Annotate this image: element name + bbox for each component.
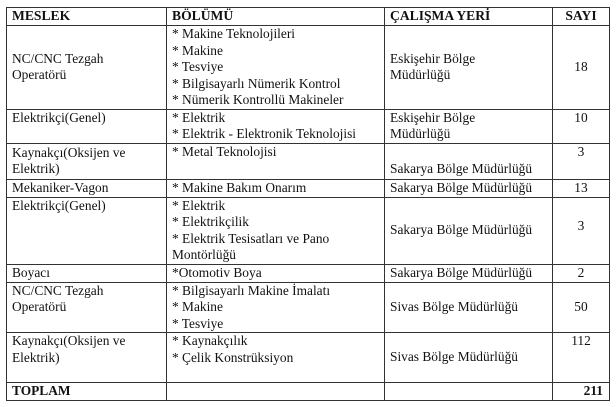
bolum-line: *Otomotiv Boya (172, 264, 262, 280)
table-row (7, 143, 610, 179)
cell-bolumu (167, 143, 385, 179)
cell-meslek (7, 143, 167, 179)
yer-line: Sakarya Bölge Müdürlüğü (390, 264, 533, 280)
meslek-line: Elektrikçi(Genel) (12, 109, 106, 125)
header-calisma-yeri: ÇALIŞMA YERİ (385, 8, 553, 26)
yer-line: Sivas Bölge Müdürlüğü (390, 349, 518, 365)
cell-meslek (7, 109, 167, 143)
bolum-line: * Makine (172, 299, 223, 314)
bolum-line: * Nümerik Kontrollü Makineler (172, 92, 344, 107)
meslek-line: NC/CNC Tezgah (12, 282, 104, 298)
meslek-line: Elektrikçi(Genel) (12, 197, 106, 213)
yer-line: Müdürlüğü (390, 67, 451, 83)
cell-sayi: 3 (553, 143, 610, 179)
bolum-line: * Kaynakçılık (172, 333, 248, 348)
cell-calisma-yeri (385, 333, 553, 383)
cell-calisma-yeri (385, 109, 553, 143)
bolum-line: * Elektrik (172, 109, 226, 125)
cell-calisma-yeri (385, 179, 553, 197)
cell-bolumu (167, 333, 385, 383)
cell-sayi: 3 (553, 197, 610, 264)
yer-line: Eskişehir Bölge (390, 50, 476, 66)
total-label: TOPLAM (7, 383, 167, 401)
cell-meslek (7, 264, 167, 282)
bolum-line: * Elektrik (172, 197, 226, 213)
table-row (7, 179, 610, 197)
bolum-line: * Metal Teknolojisi (172, 143, 277, 159)
total-empty (385, 383, 553, 401)
meslek-line: Elektrik) (12, 161, 60, 176)
bolum-line: Montörlüğü (172, 247, 236, 262)
header-sayi: SAYI (553, 8, 610, 26)
job-openings-table (6, 7, 610, 401)
total-value: 211 (553, 383, 610, 401)
cell-bolumu (167, 264, 385, 282)
header-row (7, 8, 610, 26)
cell-calisma-yeri (385, 282, 553, 333)
cell-sayi: 10 (553, 109, 610, 143)
header-bolumu: BÖLÜMÜ (167, 8, 385, 26)
yer-line: Eskişehir Bölge (390, 109, 476, 125)
bolum-line: * Elektrik Tesisatları ve Pano (172, 230, 330, 246)
bolum-line: * Makine Teknolojileri (172, 26, 296, 41)
table-row (7, 264, 610, 282)
cell-bolumu (167, 179, 385, 197)
bolum-line: * Tesviye (172, 59, 224, 74)
bolum-line: * Bilgisayarlı Nümerik Kontrol (172, 75, 341, 91)
table-row (7, 333, 610, 383)
cell-meslek (7, 282, 167, 333)
meslek-line: Operatörü (12, 299, 67, 314)
yer-line: Sakarya Bölge Müdürlüğü (390, 222, 533, 238)
cell-sayi: 13 (553, 179, 610, 197)
bolum-line: * Elektrik - Elektronik Teknolojisi (172, 126, 357, 141)
meslek-line: NC/CNC Tezgah (12, 50, 104, 66)
cell-meslek (7, 26, 167, 110)
cell-sayi: 18 (553, 26, 610, 110)
cell-meslek (7, 333, 167, 383)
bolum-line: * Makine (172, 42, 223, 58)
table-row (7, 282, 610, 333)
yer-line: Sakarya Bölge Müdürlüğü (390, 179, 533, 195)
meslek-line: Mekaniker-Vagon (12, 179, 109, 195)
cell-calisma-yeri (385, 143, 553, 179)
header-meslek: MESLEK (7, 8, 167, 26)
cell-bolumu (167, 26, 385, 110)
yer-line: Sivas Bölge Müdürlüğü (390, 299, 518, 314)
bolum-line: * Makine Bakım Onarım (172, 179, 307, 195)
cell-sayi: 112 (553, 333, 610, 383)
meslek-line: Elektrik) (12, 349, 60, 365)
cell-bolumu (167, 109, 385, 143)
total-row (7, 383, 610, 401)
cell-meslek (7, 179, 167, 197)
cell-calisma-yeri (385, 197, 553, 264)
table-row (7, 109, 610, 143)
cell-meslek (7, 197, 167, 264)
bolum-line: * Tesviye (172, 315, 224, 331)
table-row (7, 197, 610, 264)
bolum-line: * Çelik Konstrüksiyon (172, 349, 294, 365)
bolum-line: * Elektrikçilik (172, 214, 249, 229)
cell-sayi: 50 (553, 282, 610, 333)
meslek-line: Boyacı (12, 264, 50, 280)
cell-bolumu (167, 282, 385, 333)
yer-line: Sakarya Bölge Müdürlüğü (390, 161, 533, 176)
cell-sayi: 2 (553, 264, 610, 282)
meslek-line: Operatörü (12, 67, 67, 83)
total-empty (167, 383, 385, 401)
yer-line: Müdürlüğü (390, 126, 451, 141)
cell-calisma-yeri (385, 264, 553, 282)
table-row (7, 26, 610, 110)
meslek-line: Kaynakçı(Oksijen ve (12, 144, 126, 160)
bolum-line: * Bilgisayarlı Makine İmalatı (172, 282, 331, 298)
meslek-line: Kaynakçı(Oksijen ve (12, 333, 126, 348)
cell-calisma-yeri (385, 26, 553, 110)
cell-bolumu (167, 197, 385, 264)
